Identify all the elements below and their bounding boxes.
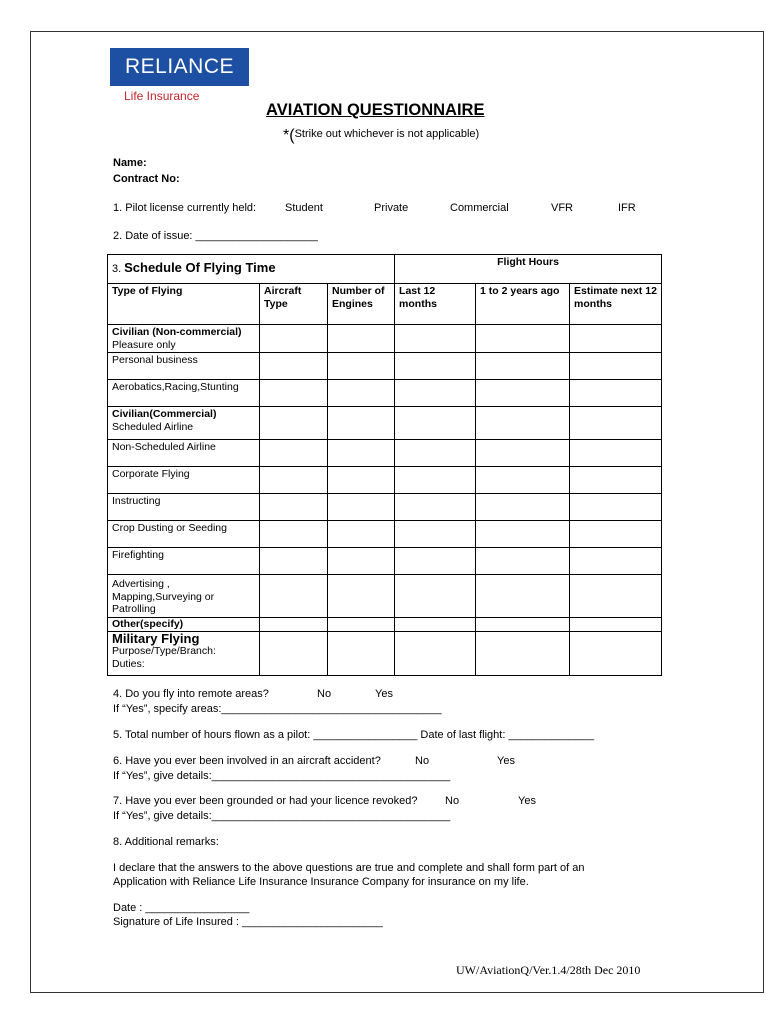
q4-yes[interactable]: Yes — [375, 688, 393, 700]
cell-input[interactable] — [328, 407, 395, 440]
document-subtitle — [283, 124, 479, 142]
row-label: Aerobatics,Racing,Stunting — [112, 381, 239, 393]
cell-input[interactable] — [260, 575, 328, 618]
cell-input[interactable] — [328, 467, 395, 494]
declaration-line-1: I declare that the answers to the above questions are true and complete and shall form part of an — [113, 862, 585, 874]
table-row — [108, 617, 662, 631]
cell-input[interactable] — [395, 325, 476, 353]
cell-input[interactable] — [328, 353, 395, 380]
subtitle-star: *( — [283, 127, 295, 144]
table-row — [108, 380, 662, 407]
cell-input[interactable] — [476, 407, 570, 440]
q2-date-of-issue[interactable]: 2. Date of issue: ____________________ — [113, 230, 318, 242]
table-row — [108, 407, 662, 440]
cell-input[interactable] — [260, 494, 328, 521]
name-label: Name: — [113, 157, 147, 169]
table-row — [108, 521, 662, 548]
cell-input[interactable] — [476, 467, 570, 494]
cell-input[interactable] — [570, 548, 662, 575]
cell-input[interactable] — [476, 548, 570, 575]
q1-option-student[interactable]: Student — [285, 202, 323, 214]
col-header-1to2: 1 to 2 years ago — [476, 284, 570, 325]
table-row — [108, 440, 662, 467]
q7-label: 7. Have you ever been grounded or had your licence revoked? — [113, 795, 418, 807]
q4-detail[interactable]: If “Yes”, specify areas:____________________________________ — [113, 703, 442, 715]
cell-input[interactable] — [395, 467, 476, 494]
q4-no[interactable]: No — [317, 688, 332, 700]
military-duties: Duties: — [112, 657, 145, 670]
cell-input[interactable] — [260, 407, 328, 440]
cell-input[interactable] — [328, 380, 395, 407]
q8-label: 8. Additional remarks: — [113, 836, 219, 848]
cell-input[interactable] — [328, 494, 395, 521]
section-title: Schedule Of Flying Time — [124, 260, 276, 276]
cell-input[interactable] — [476, 353, 570, 380]
table-row — [108, 494, 662, 521]
cell-input[interactable] — [395, 617, 476, 631]
cell-input[interactable] — [395, 548, 476, 575]
cell-input[interactable] — [570, 380, 662, 407]
cell-input[interactable] — [395, 440, 476, 467]
q1-option-commercial[interactable]: Commercial — [450, 202, 509, 214]
footer-reference: UW/AviationQ/Ver.1.4/28th Dec 2010 — [456, 963, 641, 977]
declaration-line-2: Application with Reliance Life Insurance Insurance Company for insurance on my life. — [113, 876, 529, 888]
cell-input[interactable] — [570, 407, 662, 440]
logo-brand: RELIANCE — [124, 55, 235, 78]
cell-input[interactable] — [260, 521, 328, 548]
col-header-estimate: Estimate next 12 months — [570, 284, 662, 325]
flight-hours-header: Flight Hours — [395, 255, 662, 284]
flying-time-table — [107, 254, 662, 676]
row-label: Instructing — [112, 495, 161, 507]
cell-input[interactable] — [260, 440, 328, 467]
q1-option-vfr[interactable]: VFR — [551, 202, 573, 214]
col-header-engines: Number of Engines — [328, 284, 395, 325]
q7-detail[interactable]: If “Yes”, give details:_______________________________________ — [113, 810, 451, 822]
cell-input[interactable] — [260, 325, 328, 353]
table-row — [108, 353, 662, 380]
cell-input[interactable] — [570, 353, 662, 380]
row-label: Scheduled Airline — [112, 420, 194, 433]
table-row — [108, 631, 662, 675]
cell-input[interactable] — [570, 631, 662, 675]
cell-input[interactable] — [328, 617, 395, 631]
cell-input[interactable] — [476, 440, 570, 467]
row-label: Pleasure only — [112, 338, 176, 351]
document-title: AVIATION QUESTIONNAIRE — [266, 101, 485, 119]
cell-input[interactable] — [260, 617, 328, 631]
cell-input[interactable] — [476, 575, 570, 618]
cell-input[interactable] — [570, 467, 662, 494]
q6-no[interactable]: No — [415, 755, 430, 767]
cell-input[interactable] — [328, 631, 395, 675]
cell-input[interactable] — [570, 325, 662, 353]
cell-input[interactable] — [395, 521, 476, 548]
cell-input[interactable] — [328, 521, 395, 548]
cell-input[interactable] — [395, 407, 476, 440]
subtitle-text: Strike out whichever is not applicable) — [294, 128, 480, 140]
row-group-label: Civilian (Non-commercial) — [112, 326, 242, 338]
cell-input[interactable] — [395, 494, 476, 521]
cell-input[interactable] — [395, 631, 476, 675]
table-row — [108, 325, 662, 353]
q1-label: 1. Pilot license currently held: — [113, 202, 257, 214]
table-row — [108, 548, 662, 575]
company-logo — [110, 48, 249, 86]
cell-input[interactable] — [476, 380, 570, 407]
cell-input[interactable] — [395, 575, 476, 618]
cell-input[interactable] — [570, 494, 662, 521]
row-label: Advertising , Mapping,Surveying or Patrolling — [112, 578, 215, 615]
date-field[interactable]: Date : _________________ — [113, 902, 250, 914]
cell-input[interactable] — [260, 548, 328, 575]
col-header-last12: Last 12 months — [395, 284, 476, 325]
q7-yes[interactable]: Yes — [518, 795, 536, 807]
q6-yes[interactable]: Yes — [497, 755, 515, 767]
military-title: Military Flying — [112, 631, 200, 646]
military-text: Purpose/Type/Branch: — [112, 645, 216, 657]
table-row — [108, 467, 662, 494]
q1-option-ifr[interactable]: IFR — [618, 202, 636, 214]
q1-option-private[interactable]: Private — [374, 202, 409, 214]
row-label: Non-Scheduled Airline — [112, 441, 216, 453]
cell-input[interactable] — [260, 353, 328, 380]
section-header-cell — [108, 255, 395, 284]
cell-input[interactable] — [476, 617, 570, 631]
cell-input[interactable] — [570, 617, 662, 631]
table-row — [108, 575, 662, 618]
q6-label: 6. Have you ever been involved in an aircraft accident? — [113, 755, 381, 767]
cell-input[interactable] — [476, 325, 570, 353]
cell-input[interactable] — [395, 353, 476, 380]
cell-input[interactable] — [260, 631, 328, 675]
cell-input[interactable] — [260, 380, 328, 407]
row-label: Firefighting — [112, 549, 164, 561]
cell-input[interactable] — [570, 521, 662, 548]
cell-input[interactable] — [476, 494, 570, 521]
contract-label: Contract No: — [113, 173, 180, 185]
cell-input[interactable] — [328, 575, 395, 618]
signature-field[interactable]: Signature of Life Insured : _______________________ — [113, 916, 383, 928]
row-group-label: Civilian(Commercial) — [112, 408, 217, 420]
cell-input[interactable] — [328, 548, 395, 575]
q6-detail[interactable]: If “Yes”, give details:_______________________________________ — [113, 770, 451, 782]
section-number: 3. — [112, 263, 122, 276]
cell-input[interactable] — [570, 575, 662, 618]
q4-label: 4. Do you fly into remote areas? — [113, 688, 269, 700]
row-label: Corporate Flying — [112, 468, 190, 480]
cell-input[interactable] — [476, 631, 570, 675]
q5-hours-flown[interactable]: 5. Total number of hours flown as a pilot: _________________ Date of last flight: ______________ — [113, 729, 595, 741]
cell-input[interactable] — [328, 440, 395, 467]
row-label: Crop Dusting or Seeding — [112, 522, 227, 534]
row-label: Personal business — [112, 354, 198, 366]
cell-input[interactable] — [570, 440, 662, 467]
cell-input[interactable] — [328, 325, 395, 353]
col-header-type: Type of Flying — [108, 284, 260, 325]
q7-no[interactable]: No — [445, 795, 460, 807]
cell-input[interactable] — [395, 380, 476, 407]
cell-input[interactable] — [476, 521, 570, 548]
logo-subtitle: Life Insurance — [124, 89, 200, 103]
col-header-aircraft: Aircraft Type — [260, 284, 328, 325]
row-group-label: Other(specify) — [112, 617, 184, 630]
cell-input[interactable] — [260, 467, 328, 494]
